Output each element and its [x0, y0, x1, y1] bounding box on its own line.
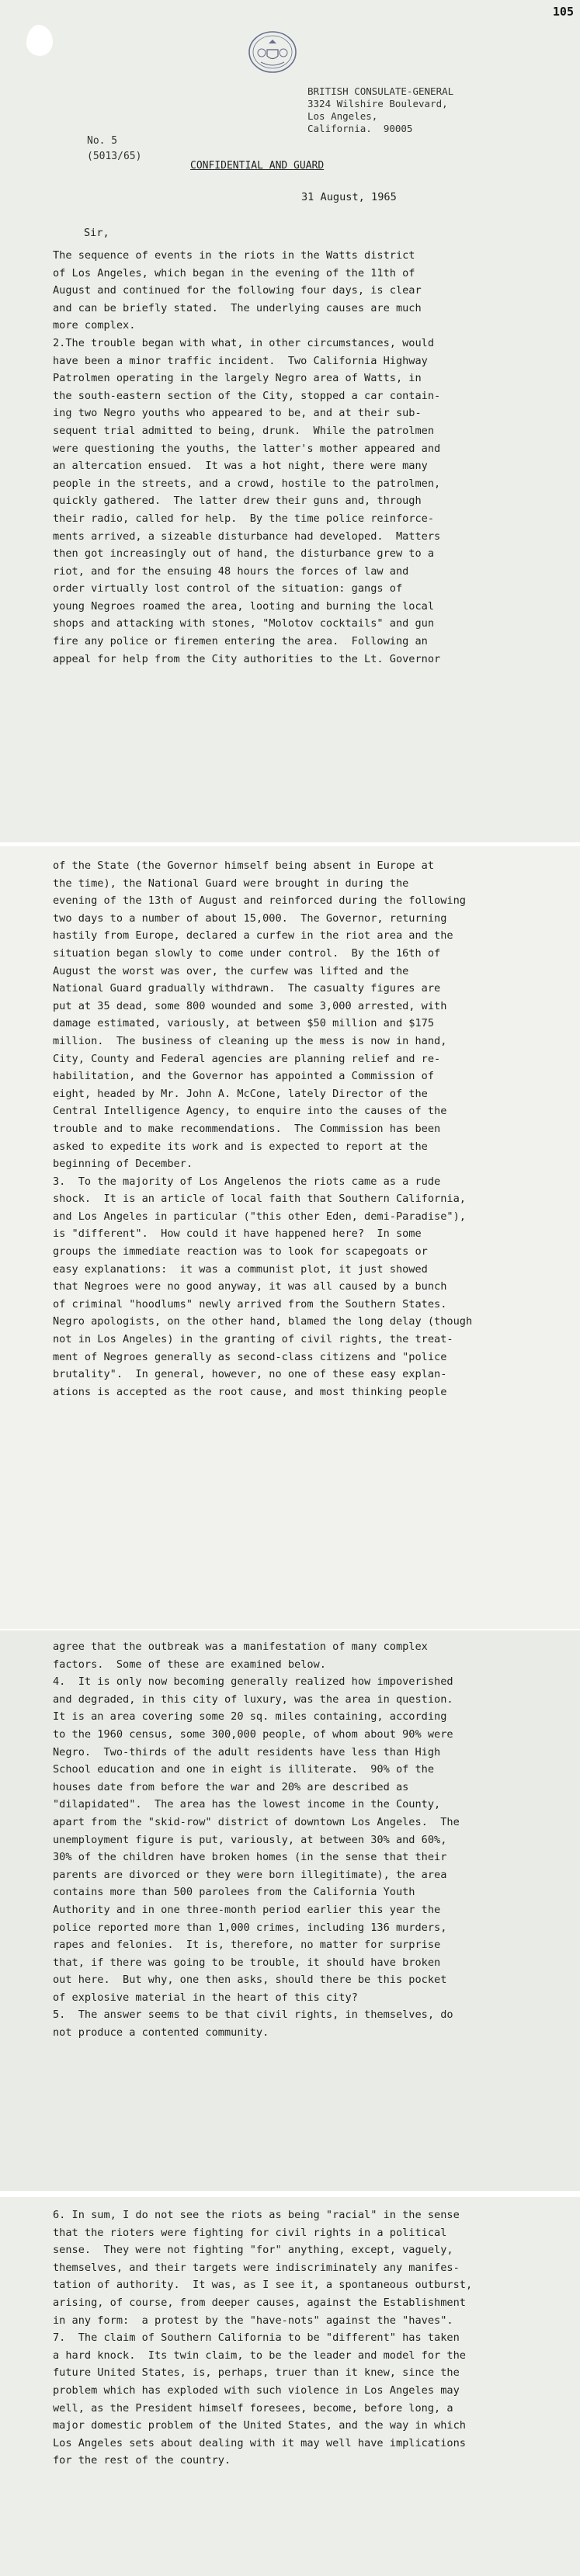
page-number: 105: [552, 5, 574, 19]
text-line: million. The business of cleaning up the mess is now in hand,: [53, 1034, 447, 1047]
text-line: situation began slowly to come under control. By the 16th of: [53, 946, 441, 960]
text-line: riot, and for the ensuing 48 hours the forces of law and: [53, 564, 409, 578]
text-line: that Negroes were no good anyway, it was all caused by a bunch: [53, 1280, 447, 1293]
text-line: parents are divorced or they were born illegitimate), the area: [53, 1868, 447, 1881]
text-line: of criminal "hoodlums" newly arrived from the Southern States.: [53, 1297, 447, 1311]
text-line: habilitation, and the Governor has appointed a Commission of: [53, 1070, 435, 1083]
text-line: their radio, called for help. By the time police reinforce-: [53, 512, 435, 525]
text-line: unemployment figure is put, variously, at between 30% and 60%,: [53, 1833, 447, 1846]
text-line: of the State (the Governor himself being absent in Europe at: [53, 859, 435, 872]
address-line: Los Angeles,: [307, 110, 378, 122]
text-line: easy explanations: it was a communist plot, it just showed: [53, 1262, 428, 1276]
text-line: of Los Angeles, which began in the evening of the 11th of: [53, 266, 415, 279]
text-line: problem which has exploded with such violence in Los Angeles may: [53, 2383, 460, 2397]
reference-number: (5013/65): [87, 151, 142, 162]
text-line: quickly gathered. The latter drew their guns and, through: [53, 495, 422, 508]
text-line: that the rioters were fighting for civil rights in a political: [53, 2226, 447, 2239]
text-line: contains more than 500 parolees from the California Youth: [53, 1886, 415, 1899]
text-line: 30% of the children have broken homes (in the sense that their: [53, 1851, 447, 1864]
text-line: rapes and felonies. It is, therefore, no matter for surprise: [53, 1939, 441, 1952]
text-line: Negro apologists, on the other hand, blamed the long delay (though: [53, 1315, 473, 1328]
text-line: damage estimated, variously, at between $50 million and $175: [53, 1017, 435, 1030]
text-line: August and continued for the following four days, is clear: [53, 284, 422, 297]
text-line: then got increasingly out of hand, the disturbance grew to a: [53, 547, 435, 561]
consulate-address: [307, 85, 453, 135]
text-line: the south-eastern section of the City, stopped a car contain-: [53, 389, 441, 402]
text-line: and Los Angeles in particular ("this other Eden, demi-Paradise"),: [53, 1210, 466, 1223]
letter-page-4: [0, 2197, 580, 2576]
text-line: agree that the outbreak was a manifestation of many complex: [53, 1640, 428, 1653]
text-line: factors. Some of these are examined below.: [53, 1658, 326, 1671]
text-line: is "different". How could it have happened here? In some: [53, 1227, 422, 1241]
text-line: sequent trial admitted to being, drunk. While the patrolmen: [53, 424, 435, 437]
text-line: put at 35 dead, some 800 wounded and some 3,000 arrested, with: [53, 999, 447, 1012]
despatch-number: No. 5: [87, 135, 118, 147]
text-line: out here. But why, one then asks, should there be this pocket: [53, 1974, 447, 1987]
text-line: trouble and to make recommendations. The Commission has been: [53, 1122, 441, 1135]
address-line: 3324 Wilshire Boulevard,: [307, 98, 448, 109]
text-line: two days to a number of about 15,000. The Governor, returning: [53, 911, 447, 925]
text-line: that, if there was going to be trouble, it should have broken: [53, 1956, 441, 1969]
classification-heading: CONFIDENTIAL AND GUARD: [190, 160, 325, 172]
salutation: Sir,: [84, 227, 109, 239]
text-line: ment of Negroes generally as second-class citizens and "police: [53, 1350, 447, 1363]
text-line: 3. To the majority of Los Angelenos the riots came as a rude: [53, 1175, 441, 1188]
body-text: [53, 2206, 565, 2470]
text-line: people in the streets, and a crowd, hostile to the patrolmen,: [53, 477, 441, 490]
body-text: [53, 857, 565, 1401]
text-line: of explosive material in the heart of this city?: [53, 1991, 358, 2004]
text-line: Negro. Two-thirds of the adult residents have less than High: [53, 1745, 441, 1758]
text-line: 5. The answer seems to be that civil rights, in themselves, do: [53, 2008, 453, 2022]
letter-page-1: [0, 0, 580, 846]
text-line: ing two Negro youths who appeared to be, and at their sub-: [53, 407, 422, 420]
text-line: The sequence of events in the riots in the Watts district: [53, 249, 415, 262]
text-line: Authority and in one three-month period earlier this year the: [53, 1903, 441, 1916]
text-line: 7. The claim of Southern California to be "different" has taken: [53, 2331, 460, 2345]
text-line: hastily from Europe, declared a curfew in the riot area and the: [53, 929, 453, 943]
text-line: more complex.: [53, 319, 136, 332]
text-line: It is an area covering some 20 sq. miles containing, according: [53, 1710, 447, 1724]
text-line: well, as the President himself foresees, become, before long, a: [53, 2401, 453, 2415]
text-line: the time), the National Guard were brought in during the: [53, 877, 409, 890]
text-line: shops and attacking with stones, "Molotov cocktails" and gun: [53, 617, 435, 630]
text-line: Patrolmen operating in the largely Negro area of Watts, in: [53, 372, 422, 385]
white-blot: [26, 25, 53, 56]
text-line: 6. In sum, I do not see the riots as being "racial" in the sense: [53, 2209, 460, 2221]
text-line: to the 1960 census, some 300,000 people, of whom about 90% were: [53, 1727, 453, 1741]
text-line: Los Angeles sets about dealing with it may well have implications: [53, 2436, 466, 2449]
text-line: fire any police or firemen entering the area. Following an: [53, 635, 428, 648]
text-line: police reported more than 1,000 crimes, including 136 murders,: [53, 1921, 447, 1934]
text-line: future United States, is, perhaps, truer than it knew, since the: [53, 2366, 460, 2380]
text-line: 4. It is only now becoming generally realized how impoverished: [53, 1675, 453, 1689]
body-text: [53, 247, 565, 668]
text-line: groups the immediate reaction was to look for scapegoats or: [53, 1245, 428, 1258]
text-line: in any form: a protest by the "have-nots" against the "haves".: [53, 2314, 453, 2327]
body-text: [53, 1638, 565, 2042]
text-line: order virtually lost control of the situation: gangs of: [53, 582, 403, 595]
text-line: not in Los Angeles) in the granting of civil rights, the treat-: [53, 1333, 453, 1346]
text-line: asked to expedite its work and is expected to report at the: [53, 1140, 428, 1153]
letter-page-3: [0, 1630, 580, 2197]
text-line: City, County and Federal agencies are planning relief and re-: [53, 1052, 441, 1065]
text-line: for the rest of the country.: [53, 2454, 231, 2467]
text-line: have been a minor traffic incident. Two California Highway: [53, 354, 428, 367]
text-line: major domestic problem of the United States, and the way in which: [53, 2419, 466, 2432]
address-line: BRITISH CONSULATE-GENERAL: [307, 85, 454, 97]
text-line: not produce a contented community.: [53, 2026, 269, 2040]
text-line: Central Intelligence Agency, to enquire into the causes of the: [53, 1105, 447, 1118]
text-line: ments arrived, a sizeable disturbance had developed. Matters: [53, 529, 441, 543]
text-line: ations is accepted as the root cause, and most thinking people: [53, 1385, 447, 1398]
address-line: California. 90005: [307, 123, 413, 134]
text-line: themselves, and their targets were indiscriminately any manifes-: [53, 2261, 460, 2274]
text-line: and can be briefly stated. The underlying causes are much: [53, 301, 422, 314]
text-line: houses date from before the war and 20% are described as: [53, 1780, 409, 1793]
text-line: 2.The trouble began with what, in other circumstances, would: [53, 336, 435, 349]
text-line: brutality". In general, however, no one of these easy explan-: [53, 1368, 447, 1381]
text-line: shock. It is an article of local faith that Southern California,: [53, 1193, 466, 1206]
text-line: "dilapidated". The area has the lowest income in the County,: [53, 1798, 441, 1811]
text-line: sense. They were not fighting "for" anything, except, vaguely,: [53, 2244, 453, 2257]
text-line: tation of authority. It was, as I see it, a spontaneous outburst,: [53, 2279, 473, 2292]
letter-date: 31 August, 1965: [301, 191, 397, 203]
text-line: evening of the 13th of August and reinforced during the following: [53, 894, 466, 908]
text-line: beginning of December.: [53, 1158, 193, 1171]
text-line: appeal for help from the City authorities to the Lt. Governor: [53, 652, 441, 665]
text-line: August the worst was over, the curfew was lifted and the: [53, 964, 409, 977]
text-line: and degraded, in this city of luxury, was the area in question.: [53, 1692, 453, 1706]
text-line: were questioning the youths, the latter's mother appeared and: [53, 442, 441, 455]
text-line: arising, of course, from deeper causes, against the Establishment: [53, 2296, 466, 2309]
text-line: apart from the "skid-row" district of downtown Los Angeles. The: [53, 1815, 460, 1828]
text-line: School education and one in eight is illiterate. 90% of the: [53, 1763, 435, 1776]
text-line: young Negroes roamed the area, looting and burning the local: [53, 599, 435, 613]
text-line: an altercation ensued. It was a hot night, there were many: [53, 460, 428, 473]
text-line: eight, headed by Mr. John A. McCone, lately Director of the: [53, 1087, 428, 1100]
letter-page-2: [0, 846, 580, 1630]
royal-crest-icon: [247, 26, 298, 78]
text-line: a hard knock. Its twin claim, to be the leader and model for the: [53, 2349, 466, 2362]
text-line: National Guard gradually withdrawn. The casualty figures are: [53, 982, 441, 995]
